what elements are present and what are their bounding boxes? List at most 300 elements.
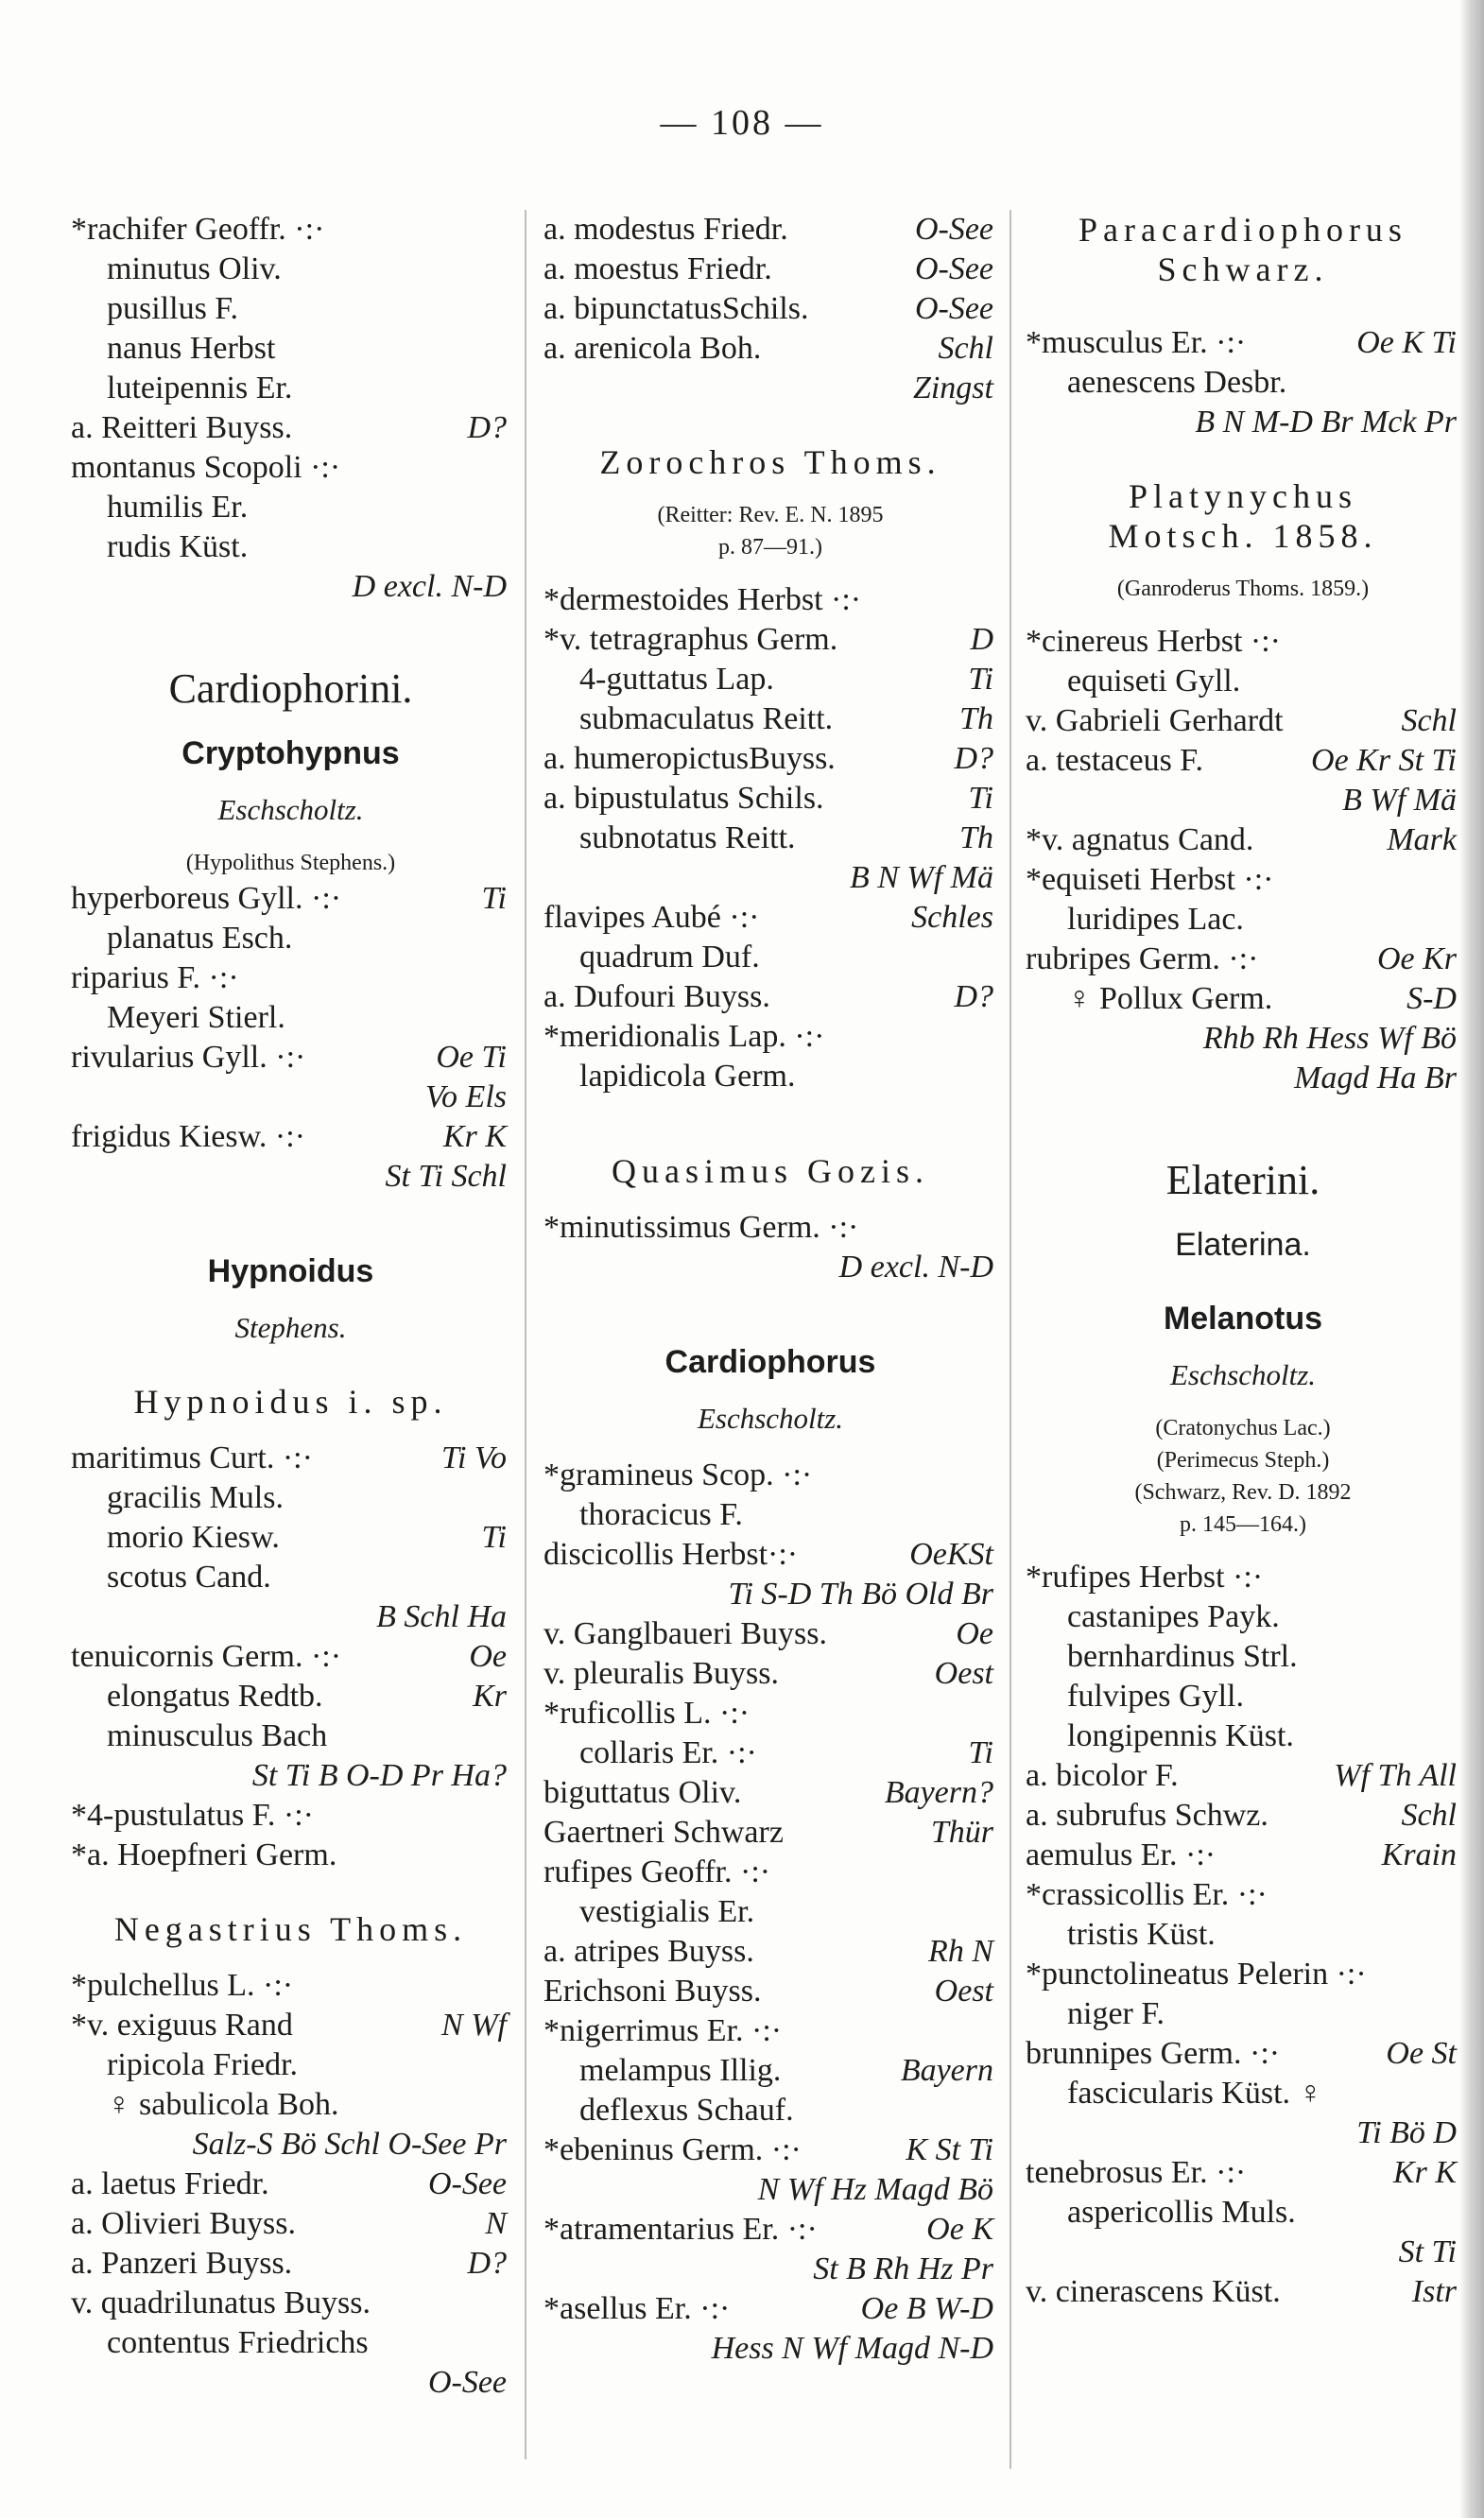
species-entry [1026,2074,1460,2113]
region-abbrev: O-See [914,251,993,286]
entry-text: hyperboreus Gyll. ·:· [71,881,342,916]
entry-text: v. cinerascens Küst. [1026,2274,1281,2309]
region-abbrev: OeKSt [909,1537,993,1572]
entry-text: *asellus Er. ·:· [544,2291,731,2326]
entry-text: montanus Scopoli ·:· [71,450,341,485]
region-abbrev: Oe [956,1616,993,1651]
species-entry [71,2284,510,2323]
region-abbrev: Krain [1381,1837,1457,1872]
region-abbrev: D [970,622,993,657]
species-entry [544,1495,997,1535]
column-3 [1026,210,1460,2312]
species-entry [544,1694,997,1733]
species-entry [71,329,510,369]
region-abbrev: N [485,2206,507,2241]
distribution-note [544,2329,997,2369]
column-divider-1 [525,210,526,2459]
entry-text: biguttatus Oliv. [544,1775,742,1810]
region-abbrev: Schl [1401,1798,1457,1833]
species-entry [1026,1637,1460,1677]
entry-text: St Ti [1398,2234,1457,2269]
entry-text: aemulus Er. ·:· [1026,1837,1217,1872]
section-heading [1026,1476,1460,1509]
species-entry [544,1892,997,1932]
entry-text: v. quadrilunatus Buyss. [71,2285,371,2320]
species-entry [71,1716,510,1756]
entry-text: submaculatus Reitt. [579,701,834,736]
entry-text: a. Reitteri Buyss. [71,410,293,445]
entry-text: Quasimus Gozis. [612,1152,929,1190]
species-entry [1026,1597,1460,1637]
species-entry [71,369,510,408]
entry-text: St Ti Schl [385,1159,507,1194]
entry-text: B Wf Mä [1342,783,1457,818]
region-abbrev: S-D [1406,981,1457,1016]
region-abbrev: Bayern [900,2053,993,2088]
entry-text: scotus Cand. [107,1560,271,1595]
entry-text: *minutissimus Germ. ·:· [544,1210,859,1245]
species-entry [544,2289,997,2329]
species-entry [544,580,997,620]
species-entry [1026,1915,1460,1955]
species-entry [544,1614,997,1654]
entry-text: ♀ Pollux Germ. [1067,981,1273,1016]
region-abbrev: Istr [1411,2274,1457,2309]
species-entry [71,1558,510,1597]
species-entry [71,1117,510,1157]
species-entry [1026,1994,1460,2034]
entry-text: a. moestus Friedr. [544,251,772,286]
section-heading [544,1342,997,1382]
species-entry [544,620,997,660]
entry-text: D excl. N-D [352,569,507,604]
species-entry [544,1654,997,1694]
section-heading [71,1382,510,1422]
entry-text: N Wf Hz Magd Bö [757,2172,993,2207]
species-entry [1026,1955,1460,1994]
region-abbrev: Ti [481,1520,507,1555]
species-entry [71,1478,510,1518]
species-entry [544,1535,997,1575]
region-abbrev: Wf Th All [1334,1758,1457,1793]
entry-text: a. Panzeri Buyss. [71,2246,293,2281]
entry-text: *equiseti Herbst ·:· [1026,862,1274,897]
species-entry [1026,1796,1460,1836]
entry-text: B N M-D Br Mck Pr [1195,405,1457,440]
section-heading [71,1909,510,1949]
region-abbrev: O-See [914,212,993,247]
species-entry [1026,979,1460,1019]
distribution-note [1026,2113,1460,2153]
species-entry [71,919,510,958]
entry-text: aenescens Desbr. [1067,365,1287,400]
entry-text: a. Olivieri Buyss. [71,2206,296,2241]
column-2 [544,210,997,2369]
species-entry [1026,741,1460,781]
region-abbrev: Oe B W-D [860,2291,993,2326]
section-heading [1026,250,1460,289]
distribution-note [1026,1019,1460,1059]
entry-text: a. laetus Friedr. [71,2166,269,2201]
entry-text: fulvipes Gyll. [1067,1679,1244,1714]
species-entry [544,779,997,819]
section-heading [1026,1153,1460,1208]
section-heading [544,1151,997,1191]
species-entry [1026,2193,1460,2233]
species-entry [71,2085,510,2125]
entry-text: *ebeninus Germ. ·:· [544,2132,802,2167]
entry-text: Elaterini. [1165,1157,1320,1203]
species-entry [544,1773,997,1813]
entry-text: 4-guttatus Lap. [579,662,774,697]
species-entry [1026,820,1460,860]
column-1 [71,210,510,2403]
entry-text: p. 87—91.) [718,535,822,560]
species-entry [1026,1836,1460,1875]
species-entry [544,2051,997,2091]
entry-text: quadrum Duf. [579,940,760,974]
entry-text: (Reitter: Rev. E. N. 1895 [657,503,884,527]
region-abbrev: O-See [914,291,993,326]
region-abbrev: Ti Vo [441,1440,507,1475]
region-abbrev: Oest [934,1974,993,2009]
region-abbrev: Schles [911,900,993,935]
species-entry [71,1966,510,2006]
entry-text: *nigerrimus Er. ·:· [544,2013,783,2048]
entry-text: a. Dufouri Buyss. [544,979,770,1014]
species-entry [71,2006,510,2045]
entry-text: Eschscholtz. [217,793,364,826]
species-entry [71,1796,510,1836]
section-heading [1026,516,1460,556]
species-entry [1026,662,1460,701]
species-entry [544,819,997,858]
region-abbrev: N Wf [441,2008,507,2043]
distribution-note [544,858,997,898]
entry-text: planatus Esch. [107,921,293,956]
region-abbrev: Thür [930,1815,993,1850]
section-heading [71,662,510,716]
region-abbrev: Mark [1387,822,1457,857]
species-entry [1026,900,1460,940]
entry-text: ♀ sabulicola Boh. [107,2087,339,2122]
region-abbrev: Th [959,820,993,855]
entry-text: brunnipes Germ. ·:· [1026,2036,1281,2071]
section-heading [1026,1225,1460,1265]
entry-text: a. humeropictusBuyss. [544,741,836,776]
entry-text: tenuicornis Germ. ·:· [71,1639,342,1674]
species-entry [544,660,997,699]
species-entry [1026,323,1460,363]
section-heading [71,1308,510,1348]
distribution-note [71,1157,510,1197]
section-heading [544,499,997,531]
entry-text: a. arenicola Boh. [544,331,762,366]
species-entry [71,408,510,448]
entry-text: O-See [427,2365,507,2400]
entry-text: ripicola Friedr. [107,2047,299,2082]
distribution-note [1026,1059,1460,1098]
species-entry [71,210,510,250]
section-heading [1026,1509,1460,1541]
species-entry [544,1208,997,1248]
species-entry [71,1038,510,1078]
entry-text: frigidus Kiesw. ·:· [71,1119,306,1154]
region-abbrev: Oe K [926,2212,993,2247]
species-entry [71,2164,510,2204]
entry-text: v. Ganglbaueri Buyss. [544,1616,827,1651]
species-entry [71,1637,510,1677]
entry-text: a. modestus Friedr. [544,212,788,247]
species-entry [1026,1677,1460,1716]
species-entry [544,1972,997,2011]
entry-text: flavipes Aubé ·:· [544,900,760,935]
entry-text: Hypnoidus [207,1253,374,1289]
column-divider-2 [1009,210,1011,2469]
entry-text: p. 145—164.) [1180,1512,1306,1537]
entry-text: Stephens. [234,1311,347,1344]
species-entry [1026,622,1460,662]
species-entry [1026,1756,1460,1796]
entry-text: minutus Oliv. [107,251,282,286]
region-abbrev: K St Ti [906,2132,993,2167]
species-entry [71,250,510,289]
entry-text: St B Rh Hz Pr [813,2251,993,2286]
distribution-note [71,2363,510,2403]
page-edge-shadow [1459,0,1484,2518]
entry-text: Rhb Rh Hess Wf Bö [1202,1021,1457,1056]
entry-text: *ruficollis L. ·:· [544,1696,751,1731]
distribution-note [544,369,997,408]
species-entry [544,1057,997,1096]
section-heading [544,442,997,482]
region-abbrev: Ti [481,881,507,916]
section-heading [1026,1412,1460,1444]
entry-text: vestigialis Er. [579,1894,755,1929]
entry-text: Eschscholtz. [697,1402,844,1435]
species-entry [1026,2034,1460,2074]
entry-text: a. subrufus Schwz. [1026,1798,1268,1833]
distribution-note [71,1597,510,1637]
entry-text: Meyeri Stierl. [107,1000,285,1035]
entry-text: rivularius Gyll. ·:· [71,1040,306,1075]
entry-text: maritimus Curt. ·:· [71,1440,313,1475]
species-entry [71,488,510,527]
entry-text: riparius F. ·:· [71,960,239,995]
distribution-note [1026,403,1460,442]
entry-text: *v. agnatus Cand. [1026,822,1254,857]
entry-text: a. testaceus F. [1026,743,1203,778]
entry-text: *atramentarius Er. ·:· [544,2212,818,2247]
entry-text: Hess N Wf Magd N-D [711,2331,993,2366]
species-entry [544,250,997,289]
section-heading [1026,210,1460,250]
entry-text: pusillus F. [107,291,238,326]
entry-text: collaris Er. ·:· [579,1735,757,1770]
species-entry [544,1017,997,1057]
entry-text: Melanotus [1163,1301,1323,1337]
region-abbrev: Oe St [1386,2036,1457,2071]
entry-text: v. Gabrieli Gerhardt [1026,703,1284,738]
entry-text: Cardiophorus [664,1344,876,1380]
species-entry [71,1439,510,1478]
species-entry [544,1733,997,1773]
region-abbrev: D? [954,979,993,1014]
region-abbrev: Kr K [1392,2155,1457,2190]
entry-text: *dermestoides Herbst ·:· [544,582,862,617]
entry-text: *musculus Er. ·:· [1026,325,1247,360]
species-entry [71,1836,510,1875]
entry-text: D excl. N-D [838,1250,993,1285]
entry-text: longipennis Küst. [1067,1718,1294,1753]
region-abbrev: Oe [469,1639,507,1674]
entry-text: Cryptohypnus [181,735,400,771]
region-abbrev: Oest [934,1656,993,1691]
entry-text: luridipes Lac. [1067,902,1244,937]
entry-text: Paracardiophorus [1078,211,1407,249]
species-entry [71,2323,510,2363]
species-entry [1026,363,1460,403]
entry-text: Motsch. 1858. [1108,517,1378,555]
entry-text: a. bicolor F. [1026,1758,1179,1793]
region-abbrev: Schl [938,331,993,366]
entry-text: *rufipes Herbst ·:· [1026,1560,1264,1595]
species-entry [544,898,997,938]
region-abbrev: O-See [427,2166,507,2201]
entry-text: humilis Er. [107,490,249,525]
section-heading [71,847,510,879]
species-entry [1026,860,1460,900]
entry-text: tristis Küst. [1067,1917,1216,1952]
entry-text: *v. tetragraphus Germ. [544,622,838,657]
region-abbrev: Oe Kr St Ti [1311,743,1457,778]
entry-text: (Hypolithus Stephens.) [185,851,396,875]
species-entry [544,2011,997,2051]
species-entry [544,210,997,250]
species-entry [544,1813,997,1853]
entry-text: Erichsoni Buyss. [544,1974,762,2009]
entry-text: rubripes Germ. ·:· [1026,941,1259,976]
entry-text: *cinereus Herbst ·:· [1026,624,1282,659]
region-abbrev: Kr K [442,1119,507,1154]
entry-text: (Ganroderus Thoms. 1859.) [1116,577,1370,601]
region-abbrev: Oe Kr [1376,941,1457,976]
entry-text: Gaertneri Schwarz [544,1815,784,1850]
distribution-note [71,567,510,607]
entry-text: tenebrosus Er. ·:· [1026,2155,1247,2190]
species-entry [1026,1875,1460,1915]
entry-text: aspericollis Muls. [1067,2195,1296,2230]
region-abbrev: Schl [1401,703,1457,738]
region-abbrev: Ti [968,1735,993,1770]
entry-text: rufipes Geoffr. ·:· [544,1854,771,1889]
species-entry [71,448,510,488]
entry-text: morio Kiesw. [107,1520,280,1555]
entry-text: niger F. [1067,1996,1165,2031]
entry-text: deflexus Schauf. [579,2093,794,2128]
region-abbrev: Rh N [928,1934,993,1969]
section-heading [1026,476,1460,516]
entry-text: discicollis Herbst·:· [544,1537,799,1572]
region-abbrev: D? [954,741,993,776]
entry-text: Zingst [912,371,993,405]
species-entry [71,1677,510,1716]
entry-text: *gramineus Scop. ·:· [544,1457,813,1492]
distribution-note [1026,2233,1460,2272]
species-entry [71,2045,510,2085]
page-number: — 108 — [660,103,824,143]
section-heading [71,790,510,830]
entry-text: v. pleuralis Buyss. [544,1656,780,1691]
entry-text: a. bipustulatus Schils. [544,781,824,816]
entry-text: Vo Els [425,1079,507,1114]
entry-text: Hypnoidus i. sp. [133,1383,448,1421]
entry-text: *4-pustulatus F. ·:· [71,1798,314,1833]
section-heading [1026,1444,1460,1476]
species-entry [1026,1558,1460,1597]
entry-text: *meridionalis Lap. ·:· [544,1019,825,1054]
entry-text: Ti S-D Th Bö Old Br [728,1577,993,1612]
species-entry [544,1456,997,1495]
entry-text: Elaterina. [1175,1227,1311,1263]
species-entry [1026,940,1460,979]
entry-text: *punctolineatus Pelerin ·:· [1026,1957,1367,1992]
entry-text: Schwarz. [1157,250,1329,288]
entry-text: lapidicola Germ. [579,1059,796,1094]
species-entry [71,2244,510,2284]
entry-text: elongatus Redtb. [107,1679,323,1714]
species-entry [71,289,510,329]
entry-text: Cardiophorini. [168,665,413,712]
entry-text: gracilis Muls. [107,1480,284,1515]
entry-text: bernhardinus Strl. [1067,1639,1298,1674]
species-entry [1026,2272,1460,2312]
entry-text: *a. Hoepfneri Germ. [71,1837,337,1872]
entry-text: melampus Illig. [579,2053,782,2088]
species-entry [544,1853,997,1892]
entry-text: Eschscholtz. [1169,1358,1317,1391]
distribution-note [71,2125,510,2164]
species-entry [544,977,997,1017]
species-entry [544,699,997,739]
species-entry [544,2210,997,2250]
region-abbrev: Oe Ti [436,1040,507,1075]
section-heading [1026,573,1460,605]
distribution-note [544,2170,997,2210]
distribution-note [71,1756,510,1796]
region-abbrev: Oe K Ti [1356,325,1457,360]
entry-text: (Schwarz, Rev. D. 1892 [1134,1480,1352,1505]
entry-text: St Ti B O-D Pr Ha? [251,1758,507,1793]
section-heading [71,1251,510,1291]
species-entry [71,1518,510,1558]
section-heading [1026,1299,1460,1338]
species-entry [544,329,997,369]
entry-text: thoracicus F. [579,1497,743,1532]
species-entry [71,2204,510,2244]
section-heading [544,531,997,563]
species-entry [71,527,510,567]
species-entry [71,958,510,998]
region-abbrev: Bayern? [884,1775,993,1810]
entry-text: (Perimecus Steph.) [1156,1448,1330,1473]
entry-text: *rachifer Geoffr. ·:· [71,212,325,247]
entry-text: equiseti Gyll. [1067,664,1241,698]
distribution-note [1026,781,1460,820]
region-abbrev: D? [467,410,507,445]
species-entry [544,1932,997,1972]
species-entry [544,739,997,779]
